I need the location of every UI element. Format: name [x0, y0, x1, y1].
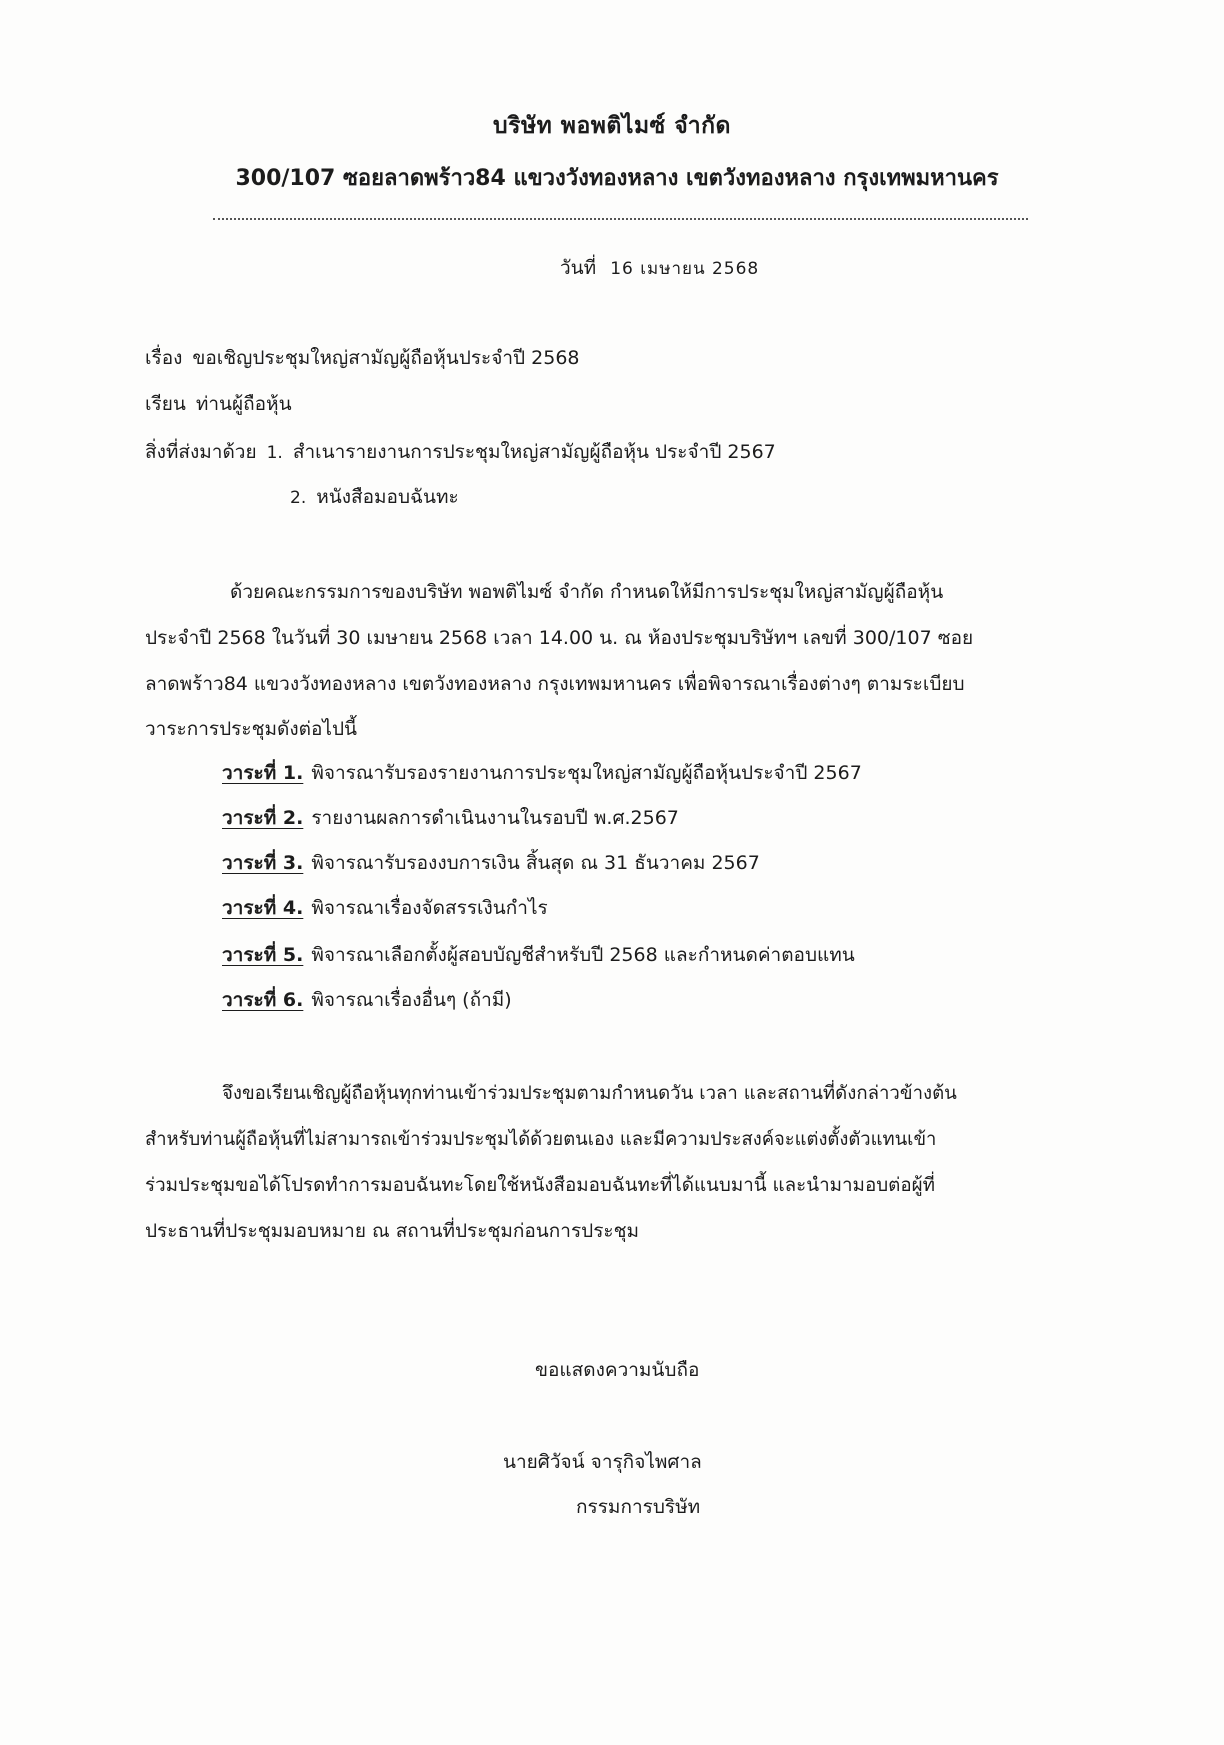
subject-label: เรื่อง: [145, 347, 183, 369]
agenda-label: วาระที่ 6.: [222, 989, 304, 1011]
invite-line: จึงขอเรียนเชิญผู้ถือหุ้นทุกท่านเข้าร่วมประชุมตามกำหนดวัน เวลา และสถานที่ดังกล่าวข้างต้น: [222, 1083, 957, 1104]
signer-name: นายศิวัจน์ จารุกิจไพศาล: [503, 1451, 702, 1473]
intro-line: วาระการประชุมดังต่อไปนี้: [145, 718, 357, 740]
agenda-label: วาระที่ 1.: [222, 762, 304, 784]
invite-line: สำหรับท่านผู้ถือหุ้นที่ไม่สามารถเข้าร่วมประชุมได้ด้วยตนเอง และมีความประสงค์จะแต่งตั้งตัวแทนเข้า: [145, 1129, 937, 1150]
agenda-item: [222, 848, 760, 878]
company-name: บริษัท พอพติไมซ์ จำกัด: [493, 113, 731, 139]
recipient-line: [145, 389, 292, 419]
dotted-divider: [213, 218, 1028, 220]
subject-text: ขอเชิญประชุมใหญ่สามัญผู้ถือหุ้นประจำปี 2568: [192, 347, 580, 369]
company-address: 300/107 ซอยลาดพร้าว84 แขวงวังทองหลาง เขตวังทองหลาง กรุงเทพมหานคร: [235, 166, 999, 191]
letter-date: [560, 253, 759, 283]
enclosure-number: 1.: [266, 443, 283, 463]
agenda-item: [222, 985, 512, 1015]
subject-line: [145, 343, 580, 373]
recipient-label: เรียน: [145, 393, 186, 415]
agenda-label: วาระที่ 4.: [222, 897, 304, 919]
recipient-text: ท่านผู้ถือหุ้น: [195, 393, 292, 415]
agenda-item: [222, 893, 548, 923]
agenda-label: วาระที่ 5.: [222, 944, 304, 966]
agenda-label: วาระที่ 3.: [222, 852, 304, 874]
agenda-text: พิจารณารับรองรายงานการประชุมใหญ่สามัญผู้ถือหุ้นประจำปี 2567: [311, 762, 862, 784]
agenda-text: พิจารณารับรองงบการเงิน สิ้นสุด ณ 31 ธันวาคม 2567: [311, 852, 760, 874]
enclosure-line-2: [290, 482, 459, 512]
invite-line: ร่วมประชุมขอได้โปรดทำการมอบฉันทะโดยใช้หนังสือมอบฉันทะที่ได้แนบมานี้ และนำมามอบต่อผู้ที่: [145, 1175, 936, 1196]
intro-line: ด้วยคณะกรรมการของบริษัท พอพติไมซ์ จำกัด กำหนดให้มีการประชุมใหญ่สามัญผู้ถือหุ้น: [230, 581, 944, 603]
agenda-text: พิจารณาเรื่องอื่นๆ (ถ้ามี): [311, 989, 512, 1011]
intro-line: ลาดพร้าว84 แขวงวังทองหลาง เขตวังทองหลาง กรุงเทพมหานคร เพื่อพิจารณาเรื่องต่างๆ ตามระเบียบ: [145, 673, 965, 695]
date-label: วันที่: [560, 257, 597, 279]
agenda-text: พิจารณาเลือกตั้งผู้สอบบัญชีสำหรับปี 2568 และกำหนดค่าตอบแทน: [311, 944, 855, 966]
agenda-item: [222, 758, 862, 788]
enclosures-label: สิ่งที่ส่งมาด้วย: [145, 441, 257, 463]
agenda-item: [222, 803, 679, 833]
intro-line: ประจำปี 2568 ในวันที่ 30 เมษายน 2568 เวลา 14.00 น. ณ ห้องประชุมบริษัทฯ เลขที่ 300/107 ซอย: [145, 627, 974, 649]
agenda-text: รายงานผลการดำเนินงานในรอบปี พ.ศ.2567: [311, 807, 679, 829]
enclosure-line-1: [145, 437, 776, 467]
agenda-label: วาระที่ 2.: [222, 807, 304, 829]
enclosure-text: หนังสือมอบฉันทะ: [316, 486, 459, 508]
invite-line: ประธานที่ประชุมมอบหมาย ณ สถานที่ประชุมก่อนการประชุม: [145, 1220, 640, 1242]
date-value: 16 เมษายน 2568: [610, 259, 760, 279]
agenda-item: [222, 940, 855, 970]
signer-title: กรรมการบริษัท: [576, 1496, 701, 1518]
enclosure-text: สำเนารายงานการประชุมใหญ่สามัญผู้ถือหุ้น ประจำปี 2567: [292, 441, 776, 463]
enclosure-number: 2.: [290, 488, 307, 508]
closing-salutation: ขอแสดงความนับถือ: [535, 1359, 700, 1381]
agenda-text: พิจารณาเรื่องจัดสรรเงินกำไร: [311, 897, 548, 919]
